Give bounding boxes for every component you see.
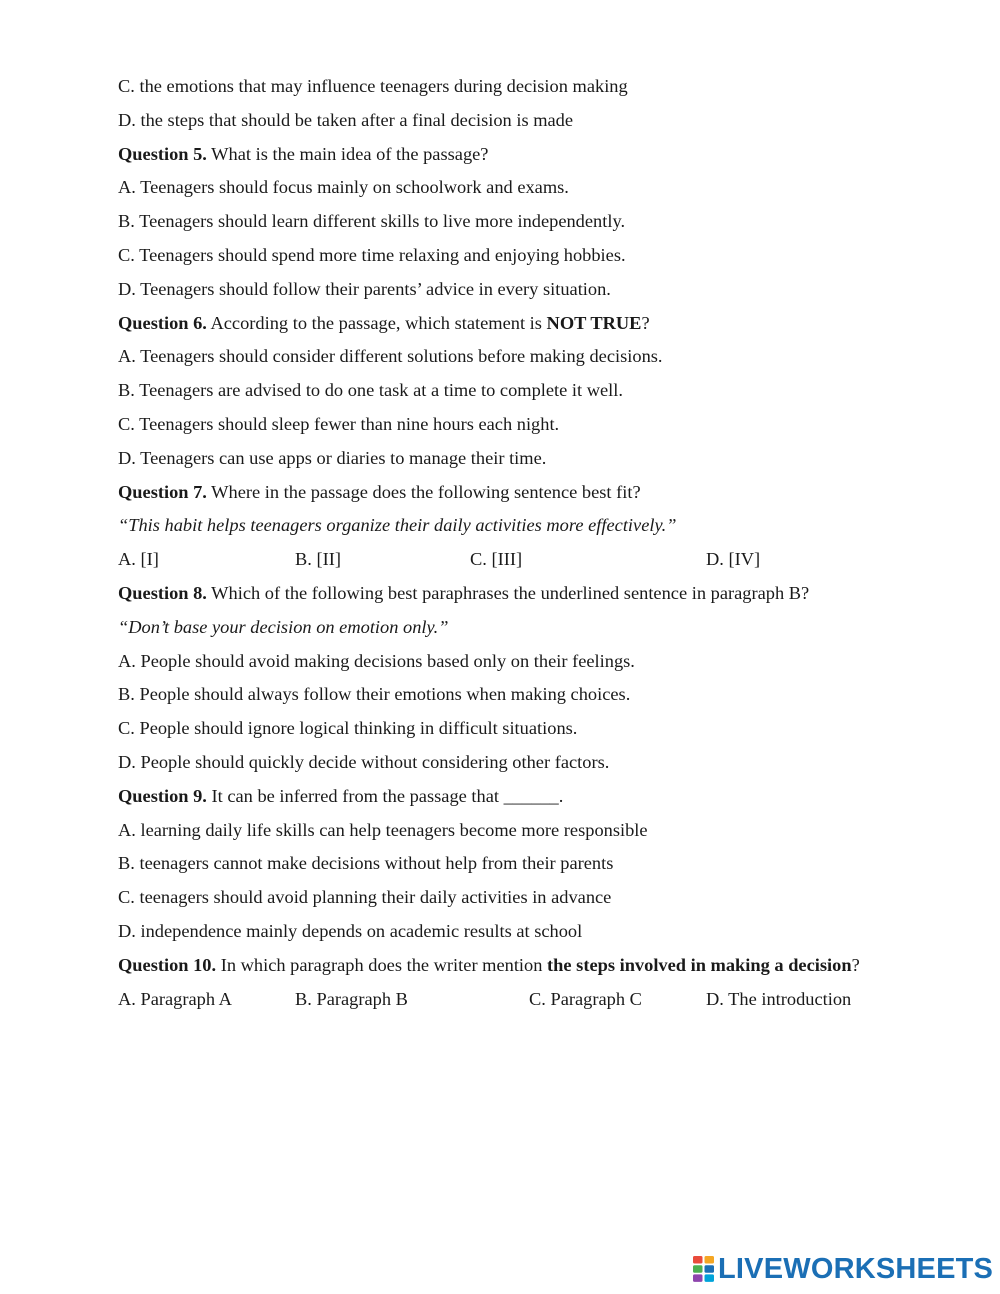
question-10-text: In which paragraph does the writer mention — [216, 954, 548, 975]
question-6-emphasis: NOT TRUE — [546, 312, 642, 333]
q9-option-c: C. teenagers should avoid planning their daily activities in advance — [118, 887, 612, 908]
question-10 — [118, 949, 938, 983]
prev-option-c: C. the emotions that may influence teenagers during decision making — [118, 76, 628, 96]
q10-option-d: D. The introduction — [706, 988, 852, 1009]
question-6-end: ? — [641, 312, 650, 333]
q6-option-c: C. Teenagers should sleep fewer than nine hours each night. — [118, 413, 560, 434]
q6-option-b: B. Teenagers are advised to do one task at a time to complete it well. — [118, 380, 623, 401]
prev-option-d: D. the steps that should be taken after a final decision is made — [118, 109, 574, 130]
question-5-number: Question 5. — [118, 143, 207, 164]
q8-option-a: A. People should avoid making decisions based only on their feelings. — [118, 650, 635, 671]
question-7 — [118, 476, 938, 510]
question-10-number: Question 10. — [118, 954, 217, 975]
q10-option-c: C. Paragraph C — [529, 988, 642, 1009]
q7-option-d: D. [IV] — [706, 549, 761, 570]
worksheet-page — [118, 70, 938, 1016]
question-8-number: Question 8. — [118, 582, 207, 603]
question-8-text: Which of the following best paraphrases the underlined sentence in paragraph B? — [206, 582, 810, 603]
q8-option-d: D. People should quickly decide without considering other factors. — [118, 751, 610, 772]
q7-option-b: B. [II] — [295, 549, 341, 570]
q8-option-b: B. People should always follow their emotions when making choices. — [118, 684, 631, 705]
q9-option-b: B. teenagers cannot make decisions without help from their parents — [118, 853, 614, 874]
question-8 — [118, 577, 938, 611]
question-7-quote: “This habit helps teenagers organize their daily activities more effectively.” — [118, 515, 677, 536]
question-6-text: According to the passage, which statement is — [206, 312, 547, 333]
question-7-number: Question 7. — [118, 481, 207, 502]
question-7-text: Where in the passage does the following sentence best fit? — [206, 481, 641, 502]
q5-option-b: B. Teenagers should learn different skills to live more independently. — [118, 211, 626, 232]
question-6-number: Question 6. — [118, 312, 207, 333]
question-8-quote: “Don’t base your decision on emotion only.” — [118, 616, 449, 637]
liveworksheets-logo-icon — [693, 1256, 715, 1282]
liveworksheets-logo-text: LIVEWORKSHEETS — [718, 1252, 994, 1285]
question-10-end: ? — [851, 954, 860, 975]
question-5-text: What is the main idea of the passage? — [206, 143, 489, 164]
liveworksheets-logo[interactable] — [693, 1252, 993, 1286]
question-9-text: It can be inferred from the passage that ______. — [206, 785, 564, 806]
question-5 — [118, 138, 938, 172]
question-9-number: Question 9. — [118, 785, 207, 806]
question-6 — [118, 307, 938, 341]
q8-option-c: C. People should ignore logical thinking in difficult situations. — [118, 718, 578, 739]
q7-option-c: C. [III] — [470, 549, 523, 570]
q10-option-b: B. Paragraph B — [295, 988, 408, 1009]
q10-options-row — [118, 983, 938, 1017]
q9-option-a: A. learning daily life skills can help teenagers become more responsible — [118, 819, 648, 840]
question-9 — [118, 780, 938, 814]
q7-option-a: A. [I] — [118, 549, 159, 570]
q6-option-d: D. Teenagers can use apps or diaries to manage their time. — [118, 447, 547, 468]
q10-option-a: A. Paragraph A — [118, 988, 232, 1009]
q5-option-a: A. Teenagers should focus mainly on schoolwork and exams. — [118, 177, 569, 198]
question-10-emphasis: the steps involved in making a decision — [547, 954, 852, 975]
q7-options-row — [118, 543, 938, 577]
q5-option-d: D. Teenagers should follow their parents’ advice in every situation. — [118, 278, 611, 299]
q6-option-a: A. Teenagers should consider different solutions before making decisions. — [118, 346, 663, 367]
q5-option-c: C. Teenagers should spend more time relaxing and enjoying hobbies. — [118, 244, 626, 265]
q9-option-d: D. independence mainly depends on academic results at school — [118, 920, 583, 941]
